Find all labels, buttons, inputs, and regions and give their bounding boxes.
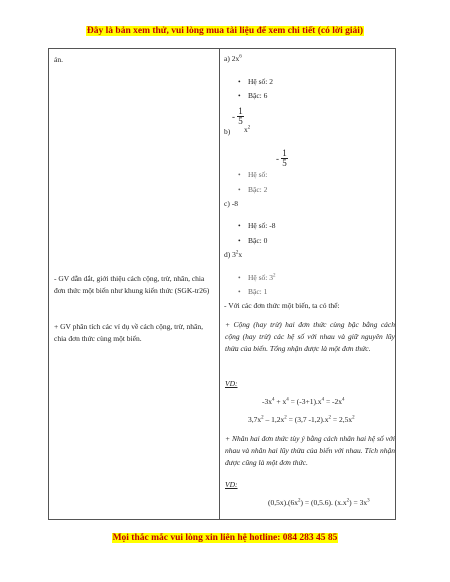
addition-example-1: $-3x^4 + x^4 = (-3+1).x^4 = -2x^4$ xyxy=(262,397,345,406)
hotline-text: Mọi thắc mắc vui lòng xin liên hệ hotline: 084 283 45 85 xyxy=(112,533,338,543)
example-b-coefficient: • Hệ số: xyxy=(248,170,267,179)
example-a-degree: • Bậc: 6 xyxy=(248,91,267,100)
student-content-cell xyxy=(220,49,396,520)
example-b-coefficient-fraction: - $\frac{1}{5}$ xyxy=(276,148,287,168)
example-d-degree: • Bậc: 1 xyxy=(248,287,267,296)
lesson-table xyxy=(48,48,396,520)
example-c-label: c) -8 xyxy=(224,199,238,208)
example-d-coefficient: • Hệ số: $3^2$ xyxy=(248,273,276,282)
example-b-variable: $x^2$ xyxy=(244,125,251,134)
example-a-coefficient: • Hệ số: 2 xyxy=(248,77,273,86)
preview-notice-banner xyxy=(0,26,450,36)
example-c-coefficient: • Hệ số: -8 xyxy=(248,221,276,230)
analysis-activity-text: + GV phân tích các ví dụ về cách cộng, trừ, nhân, chia đơn thức cùng một biến. xyxy=(54,322,203,343)
operations-intro: - Với các đơn thức một biến, ta có thể: xyxy=(224,301,340,310)
continued-text: án. xyxy=(54,55,63,64)
preview-notice-text: Đây là bản xem thử, vui lòng mua tài liệu để xem chi tiết (có lời giải) xyxy=(86,26,364,36)
example-a-label: a) $2x^6$ xyxy=(224,54,242,63)
example-b-label: b) xyxy=(224,127,231,136)
example-b-expression: - $\frac{1}{5}$ xyxy=(232,106,243,126)
multiplication-example: $(0,5x).(6x^2) = (0,5.6)$. $(x.x^2) = 3x^3$ xyxy=(268,498,370,507)
addition-rule: + Cộng (hay trừ) hai đơn thức cùng bậc bằng cách cộng (hay trừ) các hệ số với nhau và giữ nguyên lũy thừa của biến. Tổng nhận được là một đơn thức. xyxy=(225,320,395,353)
multiplication-rule: + Nhân hai đơn thức tùy ý bằng cách nhân hai hệ số với nhau và nhân hai lũy thừa của biến với nhau. Tích nhận được cũng là một đơn thức. xyxy=(225,434,395,467)
example-c-degree: • Bậc: 0 xyxy=(248,236,267,245)
subtraction-example: $3,7x^2 - 1,2x^2 = (3,7$ $-1,2).x^2 = 2,5x^2$ xyxy=(248,415,355,424)
example-d-label: d) $3^2x$ xyxy=(224,250,243,259)
teacher-activity-cell xyxy=(49,49,220,520)
intro-activity-text: - GV dẫn dắt, giới thiệu cách cộng, trừ, nhân, chia đơn thức một biến như khung kiến thức (SGK-tr26) xyxy=(54,274,210,295)
example-heading-2: VD: xyxy=(225,480,238,489)
example-b-degree: • Bậc: 2 xyxy=(248,185,267,194)
example-heading-1: VD: xyxy=(225,379,238,388)
hotline-banner xyxy=(0,533,450,543)
